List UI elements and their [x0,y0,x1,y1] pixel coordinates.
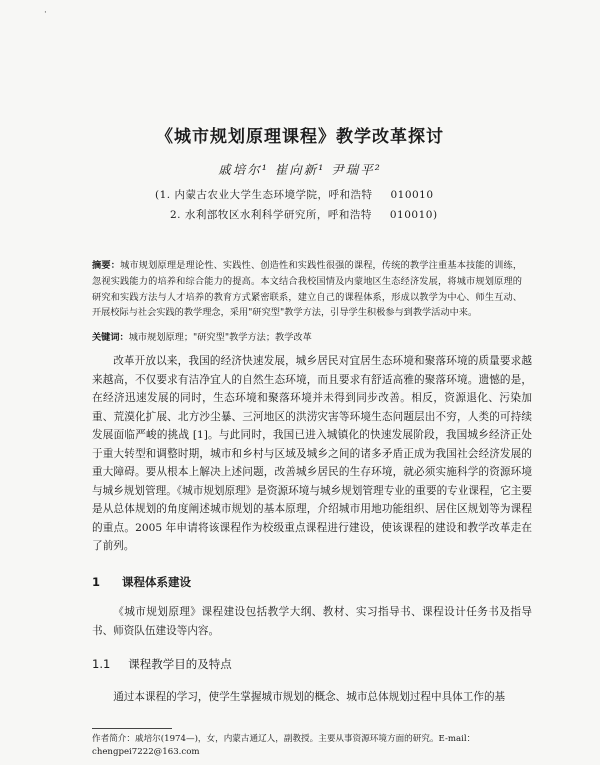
keywords-label: 关键词： [92,332,129,343]
intro-paragraph: 改革开放以来，我国的经济快速发展，城乡居民对宜居生态环境和聚落环境的质量要求越来越高，不仅要求有洁净宜人的自然生态环境，而且要求有舒适高雅的聚落环境。遗憾的是，在经济迅速发展的同时，生态环境和聚落环境并未得到同步改善。相反，资源退化、污染加重、荒漠化扩展、北方沙尘暴、三河地区的洪涝灾害等环境生态问题层出不穷，人类的可持续发展面临严峻的挑战 [1]。与此同时，我国已进入城镇化的快速发展阶段，我国城乡经济正处于重大转型和调整时期，城市和乡村与区域及城乡之间的诸多矛盾正成为我国社会经济发展的重大障碍。要从根本上解决上述问题，改善城乡居民的生存环境，就必须实施科学的资源环境与城乡规划管理。《城市规划原理》是资源环境与城乡规划管理专业的重要的专业课程，它主要是从总体规划的角度阐述城市规划的基本原理，介绍城市用地功能组织、居住区规划等为课程的重点。2005 年申请将该课程作为校级重点课程进行建设，使该课程的建设和教学改革走在了前列。 [92,355,532,552]
section-number: 1 [92,575,101,589]
postal-code: 010010) [389,209,438,221]
abstract [92,258,522,321]
section-paragraph: 《城市规划原理》课程建设包括教学大纲、教材、实习指导书、课程设计任务书及指导书、师资队伍建设等内容。 [92,606,532,637]
footnote: 作者简介：戚培尔(1974—)，女，内蒙古通辽人，副教授。主要从事资源环境方面的研究。E-mail：chengpei7222@163.com [92,734,476,757]
abstract-text: 城市规划原理是理论性、实践性、创造性和实践性很强的课程，传统的教学注重基本技能的训练，忽视实践能力的培养和综合能力的提高。本文结合我校国情及内蒙地区生态经济发展，将城市规划原理的研究和实践方法与人才培养的教育方式紧密联系，建立自己的课程体系，形成以教学为中心、师生互动、开展校际与社会实践的教学理念，采用"研究型"教学方法，引导学生积极参与到教学活动中来。 [92,260,523,319]
affiliation-text: 2. 水利部牧区水利科学研究所，呼和浩特 [170,209,372,221]
affiliation-1 [155,187,434,202]
affiliation-text: (1. 内蒙古农业大学生态环境学院，呼和浩特 [155,189,373,201]
subsection-title: 课程教学目的及特点 [128,657,232,671]
paper-title: 《城市规划原理课程》教学改革探讨 [156,127,444,147]
subsection-paragraph: 通过本课程的学习，使学生掌握城市规划的概念、城市总体规划过程中具体工作的基 [113,691,506,703]
affiliation-2 [170,207,438,222]
subsection-heading [92,656,232,672]
author-list: 戚培尔¹ 崔向新¹ 尹瑞平² [218,162,382,177]
keywords-text: 城市规划原理；"研究型"教学方法；教学改革 [128,332,312,343]
section-heading [92,574,191,590]
footnote-rule [92,728,172,729]
subsection-number: 1.1 [92,657,111,671]
keywords [92,330,522,345]
section-title: 课程体系建设 [122,575,192,589]
corner-mark: · [44,8,47,18]
abstract-label: 摘要： [92,260,121,271]
postal-code: 010010 [390,189,434,201]
